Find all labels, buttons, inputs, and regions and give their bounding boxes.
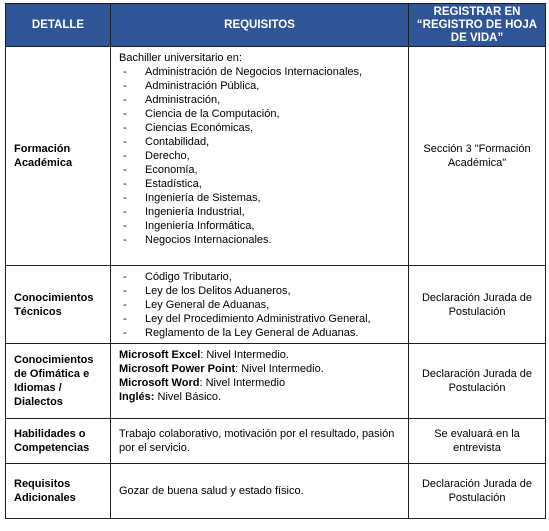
detail-cell: Habilidades o Competencias	[6, 419, 111, 464]
skill-label: Inglés:	[119, 391, 155, 403]
knowledge-list	[119, 270, 400, 340]
header-detalle: DETALLE	[6, 4, 111, 47]
list-item: - Ingeniería Industrial,	[119, 205, 400, 219]
register-cell: Declaración Jurada de Postulación	[409, 464, 546, 519]
list-item: - Administración Pública,	[119, 79, 400, 93]
list-item: - Economía,	[119, 163, 400, 177]
skill-label: Microsoft Excel	[119, 349, 201, 361]
detail-cell: Requisitos Adicionales	[6, 464, 111, 519]
table-row	[6, 344, 546, 419]
requirements-cell	[111, 344, 409, 419]
list-item: - Ley General de Aduanas,	[119, 298, 400, 312]
table-row	[6, 464, 546, 519]
list-item: - Negocios Internacionales.	[119, 233, 400, 247]
skill-level: Nivel Básico.	[154, 391, 222, 403]
list-item: - Administración,	[119, 93, 400, 107]
skill-label: Microsoft Word	[119, 377, 200, 389]
requirements-cell: Gozar de buena salud y estado físico.	[111, 464, 409, 519]
skill-line	[119, 390, 400, 404]
detail-cell: Conocimientos Técnicos	[6, 266, 111, 344]
register-cell: Declaración Jurada de Postulación	[409, 344, 546, 419]
list-item: - Ingeniería Informática,	[119, 219, 400, 233]
list-item: - Contabilidad,	[119, 135, 400, 149]
requirements-cell	[111, 47, 409, 266]
skill-line	[119, 362, 400, 376]
degree-list	[119, 65, 400, 247]
skill-label: Microsoft Power Point	[119, 363, 236, 375]
list-item: - Ciencias Económicas,	[119, 121, 400, 135]
list-item: - Reglamento de la Ley General de Aduanas.	[119, 326, 400, 340]
skill-level: : Nivel Intermedio.	[235, 363, 324, 375]
skill-level: : Nivel Intermedio	[199, 377, 286, 389]
requirements-intro: Bachiller universitario en:	[119, 52, 242, 64]
register-cell: Sección 3 "Formación Académica"	[409, 47, 546, 266]
skill-line	[119, 348, 400, 362]
table-row	[6, 266, 546, 344]
list-item: - Código Tributario,	[119, 270, 400, 284]
list-item: - Administración de Negocios Internacionales,	[119, 65, 400, 79]
detail-cell: Conocimientos de Ofimática e Idiomas / Dialectos	[6, 344, 111, 419]
list-item: - Ingeniería de Sistemas,	[119, 191, 400, 205]
header-requisitos: REQUISITOS	[111, 4, 409, 47]
table-row	[6, 419, 546, 464]
header-row	[6, 4, 546, 47]
skill-level: : Nivel Intermedio.	[200, 349, 289, 361]
skill-line	[119, 376, 400, 390]
list-item: - Estadística,	[119, 177, 400, 191]
requirements-table	[5, 3, 546, 519]
detail-cell: Formación Académica	[6, 47, 111, 266]
list-item: - Derecho,	[119, 149, 400, 163]
requirements-cell	[111, 266, 409, 344]
header-registrar: REGISTRAR EN “REGISTRO DE HOJA DE VIDA”	[409, 4, 546, 47]
table-row	[6, 47, 546, 266]
list-item: - Ciencia de la Computación,	[119, 107, 400, 121]
register-cell: Se evaluará en la entrevista	[409, 419, 546, 464]
list-item: - Ley del Procedimiento Administrativo General,	[119, 312, 400, 326]
requirements-cell: Trabajo colaborativo, motivación por el resultado, pasión por el servicio.	[111, 419, 409, 464]
register-cell: Declaración Jurada de Postulación	[409, 266, 546, 344]
list-item: - Ley de los Delitos Aduaneros,	[119, 284, 400, 298]
